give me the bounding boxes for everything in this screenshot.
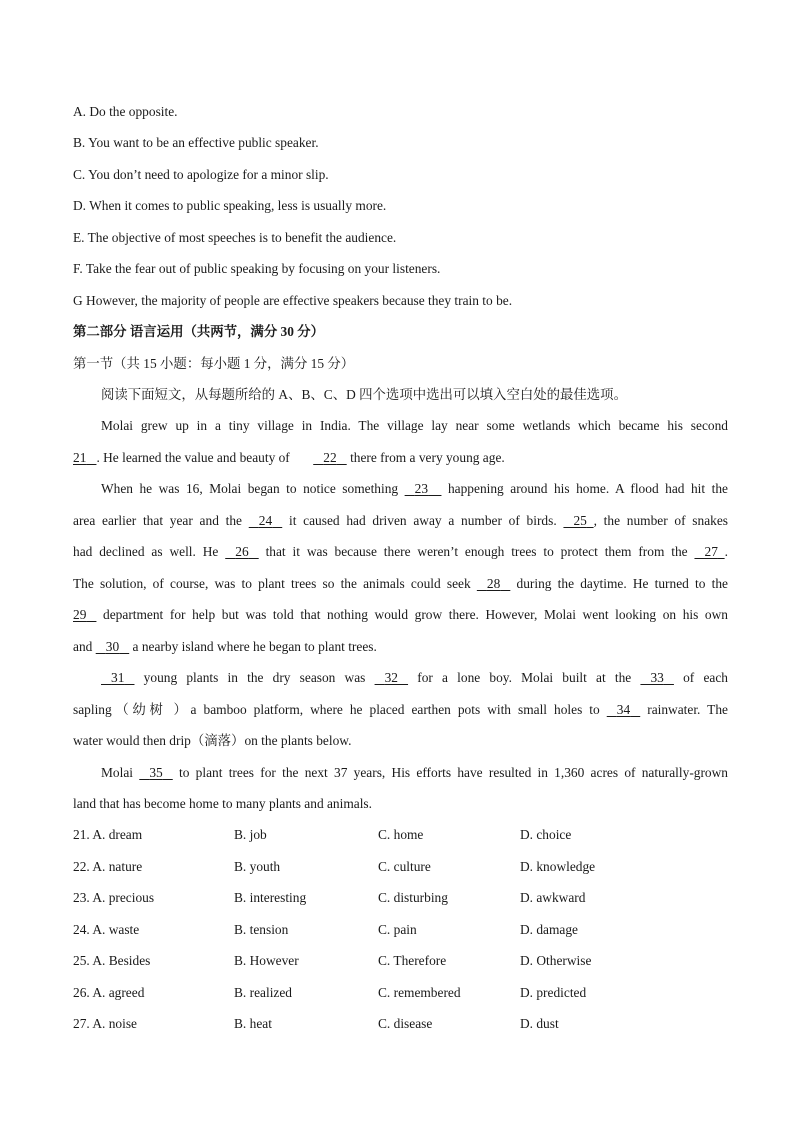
blank-26: 26: [235, 544, 249, 559]
blank-25: 25: [573, 513, 587, 528]
option-d: D. damage: [520, 922, 579, 937]
option-a: 22. A. nature: [73, 859, 143, 874]
question-27: [73, 1016, 733, 1032]
option-c: C. culture: [378, 859, 431, 874]
passage-line: Molai 35 to plant trees for the next 37 years, His efforts have resulted in 1,360 acres of naturally-grown: [101, 765, 728, 780]
option-c: C. disease: [378, 1016, 433, 1031]
blank-23: 23: [414, 481, 429, 496]
option-d: D. knowledge: [520, 859, 596, 874]
blank-30: 30: [105, 639, 120, 654]
option-d: D. awkward: [520, 890, 586, 905]
option-b: B. However: [234, 953, 299, 968]
question-21: [73, 827, 733, 843]
section-heading: 第二部分 语言运用（共两节，满分 30 分）: [73, 324, 325, 339]
passage-line: Molai grew up in a tiny village in India. The village lay near some wetlands which became his second: [101, 418, 728, 433]
section-subheading: 第一节（共 15 小题：每小题 1 分，满分 15 分）: [73, 356, 355, 371]
answer-option-b: B. You want to be an effective public speaker.: [73, 135, 319, 150]
passage-line: When he was 16, Molai began to notice something 23 happening around his home. A flood had hit the: [101, 481, 728, 496]
passage-line: 31 young plants in the dry season was 32 for a lone boy. Molai built at the 33 of each: [101, 670, 728, 686]
option-b: B. realized: [234, 985, 292, 1000]
answer-option-f: F. Take the fear out of public speaking by focusing on your listeners.: [73, 261, 441, 276]
option-a: 27. A. noise: [73, 1016, 137, 1031]
answer-option-e: E. The objective of most speeches is to benefit the audience.: [73, 230, 397, 245]
blank-32: 32: [384, 670, 398, 685]
passage-line: 21 . He learned the value and beauty of 22 there from a very young age.: [73, 450, 505, 465]
question-23: [73, 890, 733, 906]
question-26: [73, 985, 733, 1001]
answer-option-a: A. Do the opposite.: [73, 104, 178, 119]
option-b: B. youth: [234, 859, 281, 874]
passage-line: and 30 a nearby island where he began to plant trees.: [73, 639, 377, 654]
option-c: C. disturbing: [378, 890, 448, 905]
passage-line: land that has become home to many plants and animals.: [73, 796, 372, 811]
blank-28: 28: [486, 576, 501, 591]
question-25: [73, 953, 733, 969]
blank-34: 34: [616, 702, 631, 717]
option-c: C. home: [378, 827, 424, 842]
option-a: 23. A. precious: [73, 890, 155, 905]
option-c: C. Therefore: [378, 953, 447, 968]
option-a: 21. A. dream: [73, 827, 143, 842]
answer-option-d: D. When it comes to public speaking, less is usually more.: [73, 198, 387, 213]
option-a: 26. A. agreed: [73, 985, 145, 1000]
question-22: [73, 859, 733, 875]
blank-27: 27: [704, 544, 718, 559]
question-24: [73, 922, 733, 938]
option-d: D. Otherwise: [520, 953, 592, 968]
option-d: D. choice: [520, 827, 572, 842]
option-c: C. pain: [378, 922, 417, 937]
option-b: B. job: [234, 827, 267, 842]
blank-29: 29: [73, 607, 87, 622]
section-instruction: 阅读下面短文，从每题所给的 A、B、C、D 四个选项中选出可以填入空白处的最佳选项。: [101, 387, 627, 402]
option-a: 25. A. Besides: [73, 953, 151, 968]
passage-line: 29 department for help but was told that nothing would grow there. However, Molai went looking on his own: [73, 607, 728, 622]
option-b: B. interesting: [234, 890, 307, 905]
option-b: B. tension: [234, 922, 289, 937]
answer-option-g: G However, the majority of people are effective speakers because they train to be.: [73, 293, 513, 308]
passage-line: water would then drip（滴落）on the plants below.: [73, 733, 352, 748]
passage-line: The solution, of course, was to plant trees so the animals could seek 28 during the daytime. He turned to the: [73, 576, 728, 591]
passage-line: sapling（幼树 ）a bamboo platform, where he placed earthen pots with small holes to 34 rainwater. The: [73, 702, 728, 717]
passage-line: had declined as well. He 26 that it was because there weren’t enough trees to protect them from the 27 .: [73, 544, 728, 559]
blank-22: 22: [323, 450, 337, 465]
blank-35: 35: [149, 765, 163, 780]
option-c: C. remembered: [378, 985, 461, 1000]
option-b: B. heat: [234, 1016, 272, 1031]
passage-line: area earlier that year and the 24 it caused had driven away a number of birds. 25 , the number of snakes: [73, 513, 728, 528]
blank-21: 21: [73, 450, 87, 465]
blank-31: 31: [111, 670, 125, 685]
option-a: 24. A. waste: [73, 922, 140, 937]
option-d: D. dust: [520, 1016, 559, 1031]
option-d: D. predicted: [520, 985, 587, 1000]
blank-24: 24: [258, 513, 273, 528]
answer-option-c: C. You don’t need to apologize for a minor slip.: [73, 167, 329, 182]
blank-33: 33: [650, 670, 664, 685]
